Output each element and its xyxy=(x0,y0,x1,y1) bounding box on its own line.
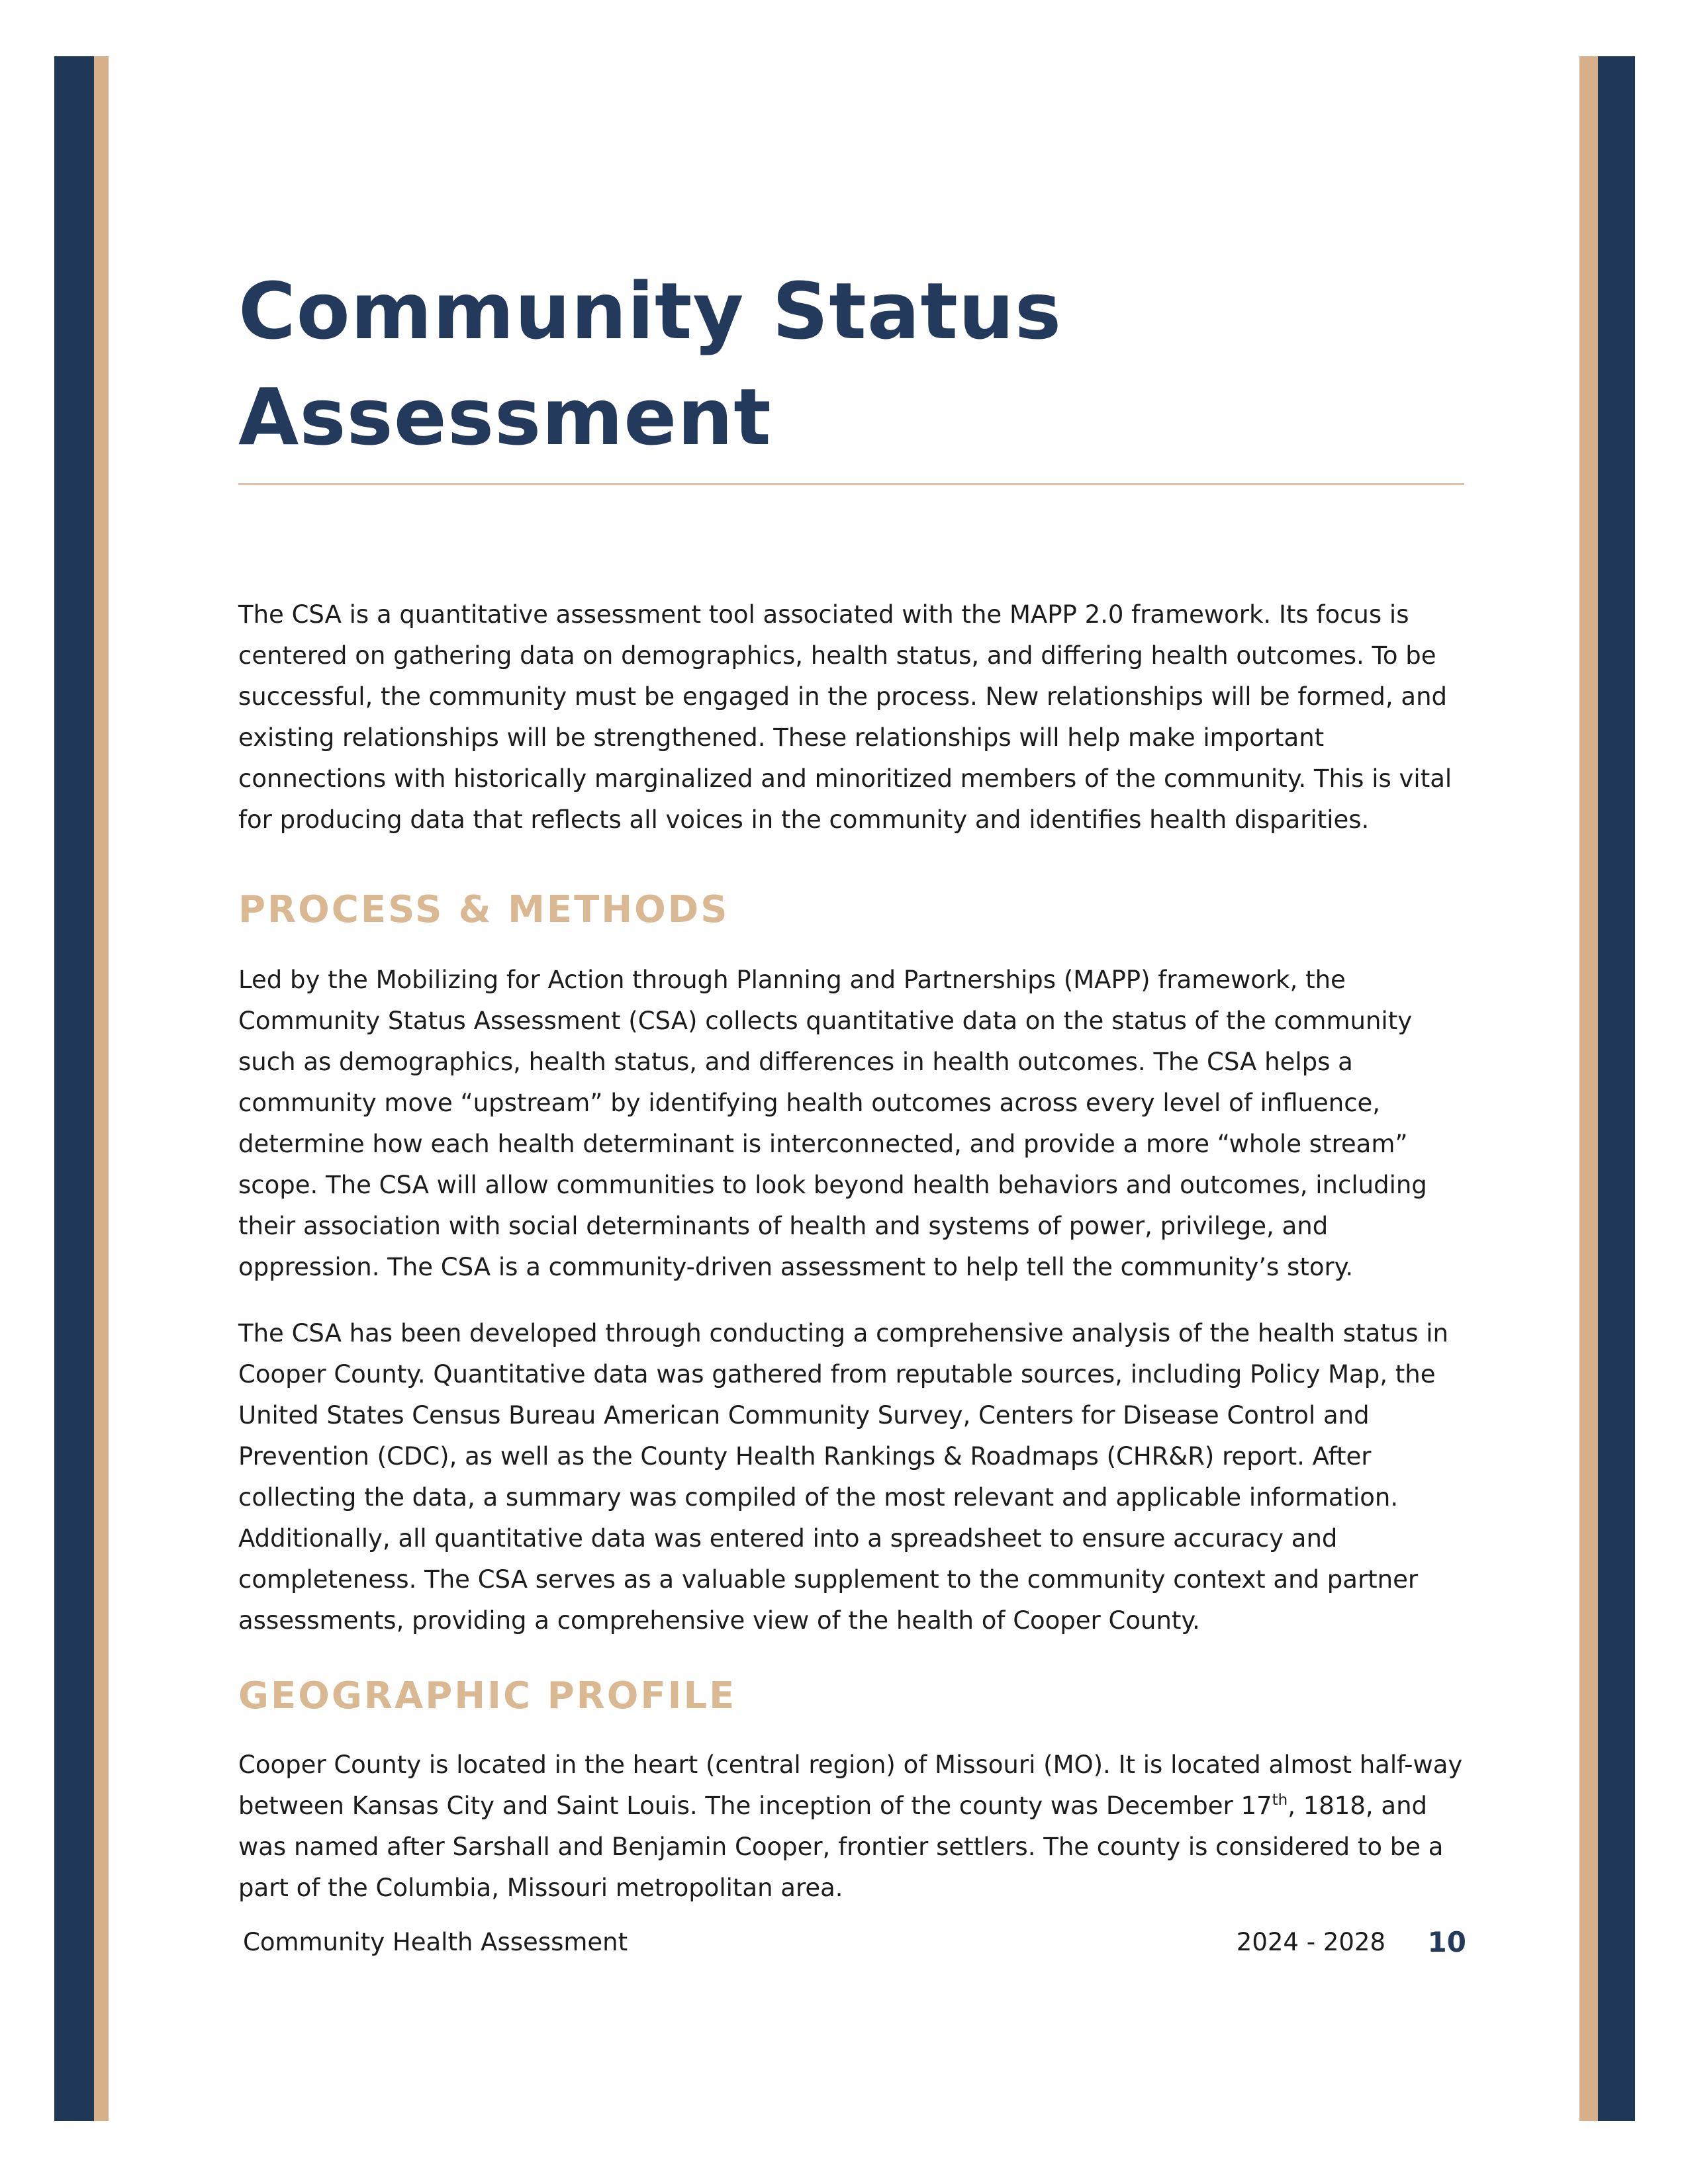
process-paragraph-1: Led by the Mobilizing for Action through Planning and Partnerships (MAPP) framework, the Community Status Assessment (CSA) collects quantitative data on the status of the community such as demographics, health status, and differences in health outcomes. The CSA helps a community move “upstream” by identifying health outcomes across every level of influence, determine how each health determinant is interconnected, and provide a more “whole stream” scope. The CSA will allow communities to look beyond health behaviors and outcomes, including their association with social determinants of health and systems of power, privilege, and oppression. The CSA is a community-driven assessment to help tell the community’s story. xyxy=(238,966,1427,1281)
geographic-profile-heading: GEOGRAPHIC PROFILE xyxy=(238,1674,737,1717)
process-methods-heading: PROCESS & METHODS xyxy=(238,888,729,931)
right-navy-border xyxy=(1598,56,1635,2121)
geographic-paragraph xyxy=(238,1745,1466,1909)
page-title xyxy=(238,258,1466,470)
footer-years: 2024 - 2028 xyxy=(1236,1928,1385,1956)
title-divider xyxy=(238,483,1464,485)
right-tan-border xyxy=(1579,56,1598,2121)
left-navy-border xyxy=(54,56,94,2121)
footer-document-name: Community Health Assessment xyxy=(243,1928,628,1956)
title-line-1: Community Status xyxy=(238,265,1062,357)
intro-paragraph: The CSA is a quantitative assessment tool associated with the MAPP 2.0 framework. Its focus is centered on gathering data on demographics, health status, and differing health outcomes. To be successful, the community must be engaged in the process. New relationships will be formed, and existing relationships will be strengthened. These relationships will help make important connections with historically marginalized and minoritized members of the community. This is vital for producing data that reflects all voices in the community and identifies health disparities. xyxy=(238,600,1452,834)
page-content xyxy=(238,258,1466,1909)
geographic-text-part-2: , 1818, and was named after Sarshall and Benjamin Cooper, frontier settlers. The county is considered to be a part of the Columbia, Missouri metropolitan area. xyxy=(238,1792,1444,1902)
page-number: 10 xyxy=(1427,1926,1466,1958)
page-footer xyxy=(243,1923,1466,1962)
ordinal-suffix: th xyxy=(1272,1792,1288,1809)
left-tan-border xyxy=(94,56,109,2121)
geographic-text-part-1: Cooper County is located in the heart (central region) of Missouri (MO). It is located almost half-way between Kansas City and Saint Louis. The inception of the county was December 17 xyxy=(238,1751,1463,1820)
title-line-2: Assessment xyxy=(238,371,772,463)
process-paragraph-2: The CSA has been developed through conducting a comprehensive analysis of the health status in Cooper County. Quantitative data was gathered from reputable sources, including Policy Map, the United States Census Bureau American Community Survey, Centers for Disease Control and Prevention (CDC), as well as the County Health Rankings & Roadmaps (CHR&R) report. After collecting the data, a summary was compiled of the most relevant and applicable information. Additionally, all quantitative data was entered into a spreadsheet to ensure accuracy and completeness. The CSA serves as a valuable supplement to the community context and partner assessments, providing a comprehensive view of the health of Cooper County. xyxy=(238,1319,1448,1635)
